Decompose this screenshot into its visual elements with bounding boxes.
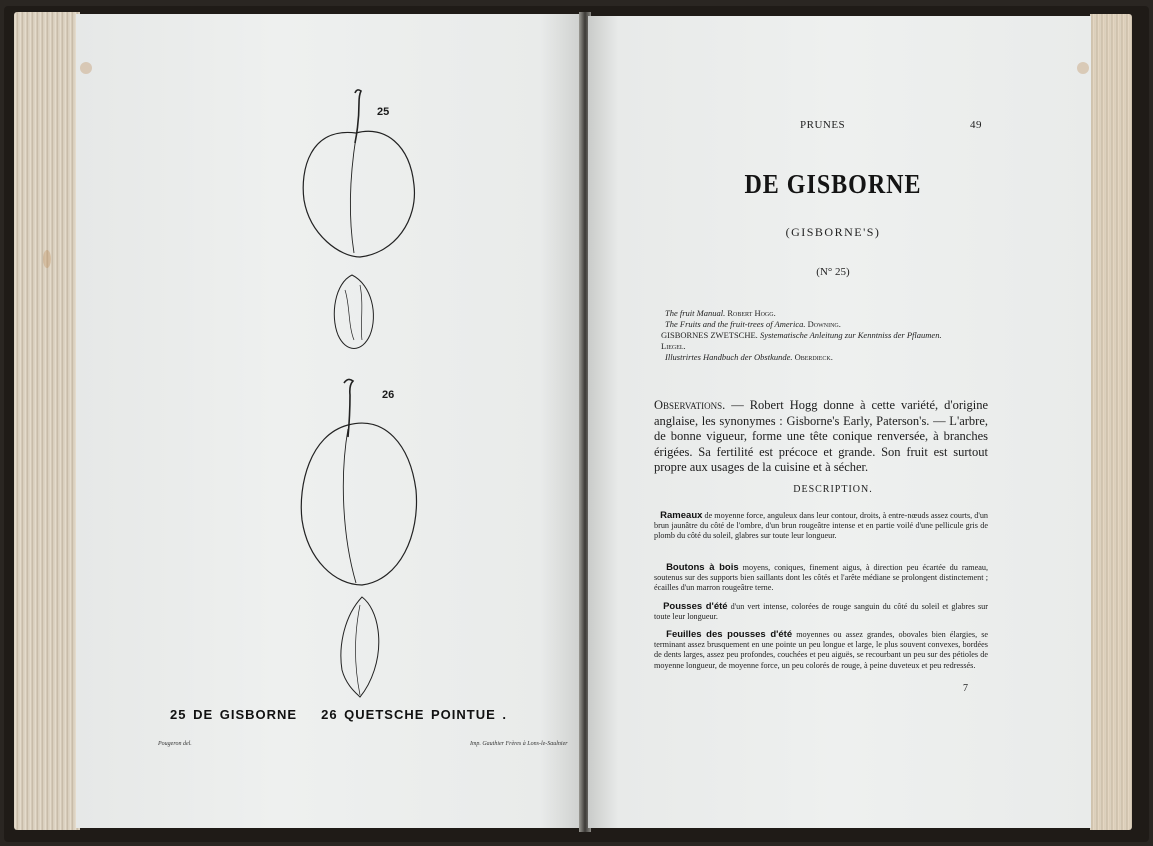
reference-line: GISBORNES ZWETSCHE. Systematische Anleitung zur Kenntniss der Pflaumen. <box>661 330 942 340</box>
observations-label: Observations. <box>654 398 726 412</box>
plate-caption <box>170 707 550 722</box>
figure-number-26: 26 <box>382 389 395 401</box>
plum-fruit-26 <box>301 379 416 585</box>
page-number: 49 <box>970 119 982 131</box>
printer-credit: Imp. Gauthier Frères à Lons-le-Saulnier <box>470 741 568 747</box>
observations-paragraph <box>654 398 988 476</box>
illustrator-credit: Pougeron del. <box>158 741 192 747</box>
description-heading: DESCRIPTION. <box>793 484 873 495</box>
foxing-stain <box>1077 62 1089 74</box>
bibliographic-references <box>661 308 985 363</box>
plum-stone-26 <box>341 597 379 697</box>
figure-number-25: 25 <box>377 106 390 118</box>
plum-stone-25 <box>334 275 373 349</box>
observations-text: — Robert Hogg donne à cette variété, d'origine anglaise, les synonymes : Gisborne's Early, Paterson's. — L'arbre, de bonne vigueur, forme une tête conique renversée, à branches érigées. Sa fertilité est précoce et grande. Son fruit est surtout propre aux usages de la cuisine et à sécher. <box>654 398 988 474</box>
reference-line: The fruit Manual. Robert Hogg. <box>665 308 776 318</box>
foxing-stain <box>80 62 92 74</box>
reference-line: Liegel. <box>661 341 686 351</box>
right-page-edges <box>1090 14 1132 830</box>
description-paragraph-rameaux: Rameaux de moyenne force, anguleux dans leur contour, droits, à entre-nœuds assez courts, d'un brun jaunâtre du côté de l'ombre, d'un brun rougeâtre intense et en partie voilé d'une pellicule gris de plomb du côté du soleil, glabres sur toute leur longueur. <box>654 510 989 541</box>
reference-line: The Fruits and the fruit-trees of America. Downing. <box>665 319 841 329</box>
running-head: PRUNES <box>800 119 846 131</box>
description-paragraph-feuilles: Feuilles des pousses d'été moyennes ou assez grandes, obovales bien élargies, se terminant assez brusquement en une pointe un peu longue et large, le plus souvent convexes, bordées de dents larges, assez peu profondes, couchées et peu aiguës, se recourbant un peu sur des pétioles de moyenne longueur, de moyenne force, un peu colorés de rouge, à peine duveteux et peu redressés. <box>654 629 989 670</box>
caption-item-26: 26 QUETSCHE POINTUE . <box>321 707 508 722</box>
plum-illustrations <box>290 85 440 705</box>
foxing-stain <box>43 250 51 268</box>
description-paragraph-boutons: Boutons à bois moyens, coniques, finement aigus, à direction peu écartée du rameau, soutenus sur des supports bien saillants dont les côtés et l'arête médiane se prolongent distinctement ; écailles d'un marron rougeâtre terne. <box>654 562 988 593</box>
caption-item-25: 25 DE GISBORNE <box>170 707 298 722</box>
reference-line: Illustrirtes Handbuch der Obstkunde. Oberdieck. <box>665 352 833 362</box>
signature-mark: 7 <box>963 683 968 694</box>
plum-fruit-25 <box>303 90 414 257</box>
page-title: DE GISBORNE <box>744 169 922 200</box>
description-paragraph-pousses: Pousses d'été d'un vert intense, colorées de rouge sanguin du côté du soleil et glabres sur toute leur longueur. <box>654 601 988 622</box>
page-subtitle: (GISBORNE'S) <box>785 225 881 239</box>
variety-number: (N° 25) <box>816 266 850 278</box>
left-page-edges <box>14 12 80 830</box>
